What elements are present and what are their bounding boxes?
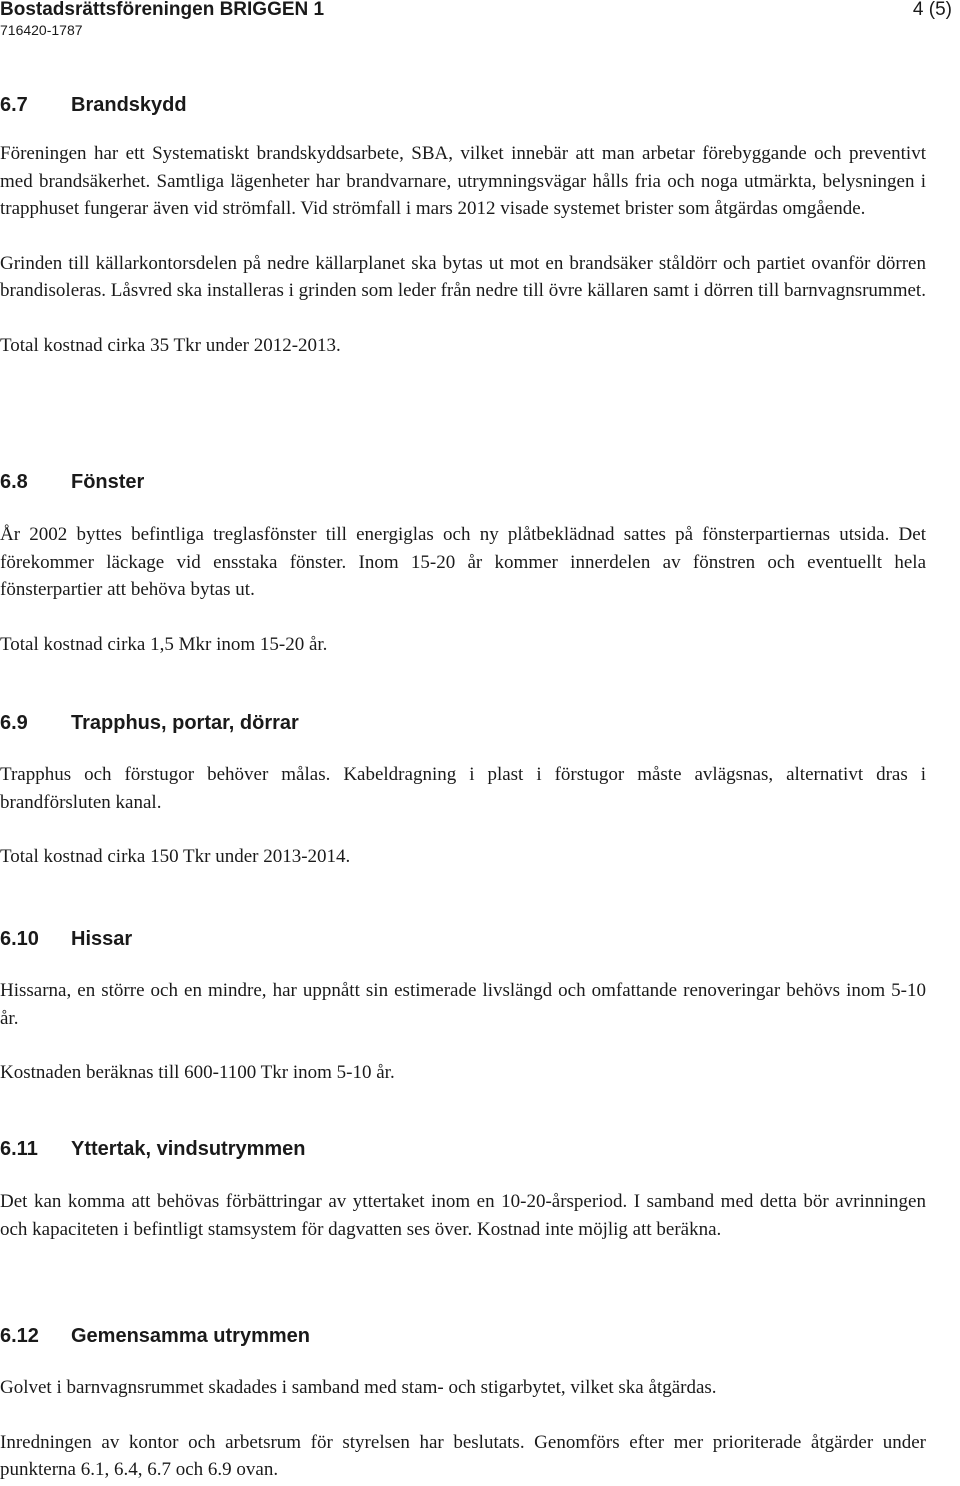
section-number: 6.11 (0, 1138, 38, 1160)
section-number: 6.7 (0, 94, 28, 116)
section-title: Gemensamma utrymmen (71, 1325, 310, 1347)
section-number: 6.12 (0, 1325, 39, 1347)
section-heading (0, 92, 926, 118)
section-paragraph: Föreningen har ett Systematiskt brandskyddsarbete, SBA, vilket innebär att man arbetar förebyggande och preventivt med brandsäkerhet. Samtliga lägenheter har brandvarnare, utrymningsvägar hålls fria och noga utmärkta, belysningen i trapphuset fungerar även vid strömfall. Vid strömfall i mars 2012 visade systemet brister som åtgärdas omgående. (0, 143, 926, 219)
section-paragraph: Total kostnad cirka 35 Tkr under 2012-2013. (0, 334, 341, 356)
section-hissar (0, 926, 926, 1087)
section-heading (0, 1323, 926, 1349)
section-fonster (0, 469, 926, 658)
section-paragraph: Grinden till källarkontorsdelen på nedre källarplanet ska bytas ut mot en brandsäker ståldörr och partiet ovanför dörren brandisoleras. Låsvred ska installeras i grinden som leder från nedre till övre källaren samt i dörren till barnvagnsrummet. (0, 252, 926, 301)
section-brandskydd (0, 92, 926, 359)
section-trapphus (0, 710, 926, 871)
section-heading (0, 710, 926, 736)
section-paragraph: Trapphus och förstugor behöver målas. Kabeldragning i plast i förstugor måste avlägsnas, alternativt dras i brandförsluten kanal. (0, 764, 926, 813)
organization-number: 716420-1787 (0, 22, 83, 38)
section-paragraph: Hissarna, en större och en mindre, har uppnått sin estimerade livslängd och omfattande renoveringar behövs inom 5-10 år. (0, 980, 926, 1029)
section-number: 6.9 (0, 712, 28, 734)
section-paragraph: Inredningen av kontor och arbetsrum för styrelsen har beslutats. Genomförs efter mer prioriterade åtgärder under punkterna 6.1, 6.4, 6.7 och 6.9 ovan. (0, 1431, 926, 1480)
section-title: Yttertak, vindsutrymmen (71, 1138, 306, 1160)
section-heading (0, 926, 926, 952)
page-indicator: 4 (5) (912, 0, 952, 20)
section-title: Fönster (71, 471, 145, 493)
document-header-title: Bostadsrättsföreningen BRIGGEN 1 (0, 0, 325, 20)
section-paragraph: Total kostnad cirka 1,5 Mkr inom 15-20 år. (0, 633, 328, 655)
section-title: Brandskydd (71, 94, 187, 116)
section-paragraph: Det kan komma att behövas förbättringar av yttertaket inom en 10-20-årsperiod. I samband med detta bör avrinningen och kapaciteten i befintligt stamsystem för dagvatten ses över. Kostnad inte möjlig att beräkna. (0, 1191, 926, 1240)
section-paragraph: Kostnaden beräknas till 600-1100 Tkr inom 5-10 år. (0, 1062, 395, 1083)
section-title: Hissar (71, 928, 133, 950)
section-paragraph: Total kostnad cirka 150 Tkr under 2013-2014. (0, 846, 351, 867)
section-title: Trapphus, portar, dörrar (71, 712, 299, 734)
section-paragraph: År 2002 byttes befintliga treglasfönster till energiglas och ny plåtbeklädnad sattes på fönsterpartiernas utsida. Det förekommer läckage vid ensstaka fönster. Inom 15-20 år kommer innerdelen av fönstren och eventuellt hela fönsterpartier att behöva bytas ut. (0, 524, 926, 600)
section-number: 6.8 (0, 471, 28, 493)
section-number: 6.10 (0, 928, 39, 950)
section-yttertak (0, 1136, 926, 1243)
section-paragraph: Golvet i barnvagnsrummet skadades i samband med stam- och stigarbytet, vilket ska åtgärdas. (0, 1377, 717, 1398)
section-heading (0, 469, 926, 495)
section-heading (0, 1136, 926, 1162)
section-gemensamma-utrymmen (0, 1323, 926, 1484)
